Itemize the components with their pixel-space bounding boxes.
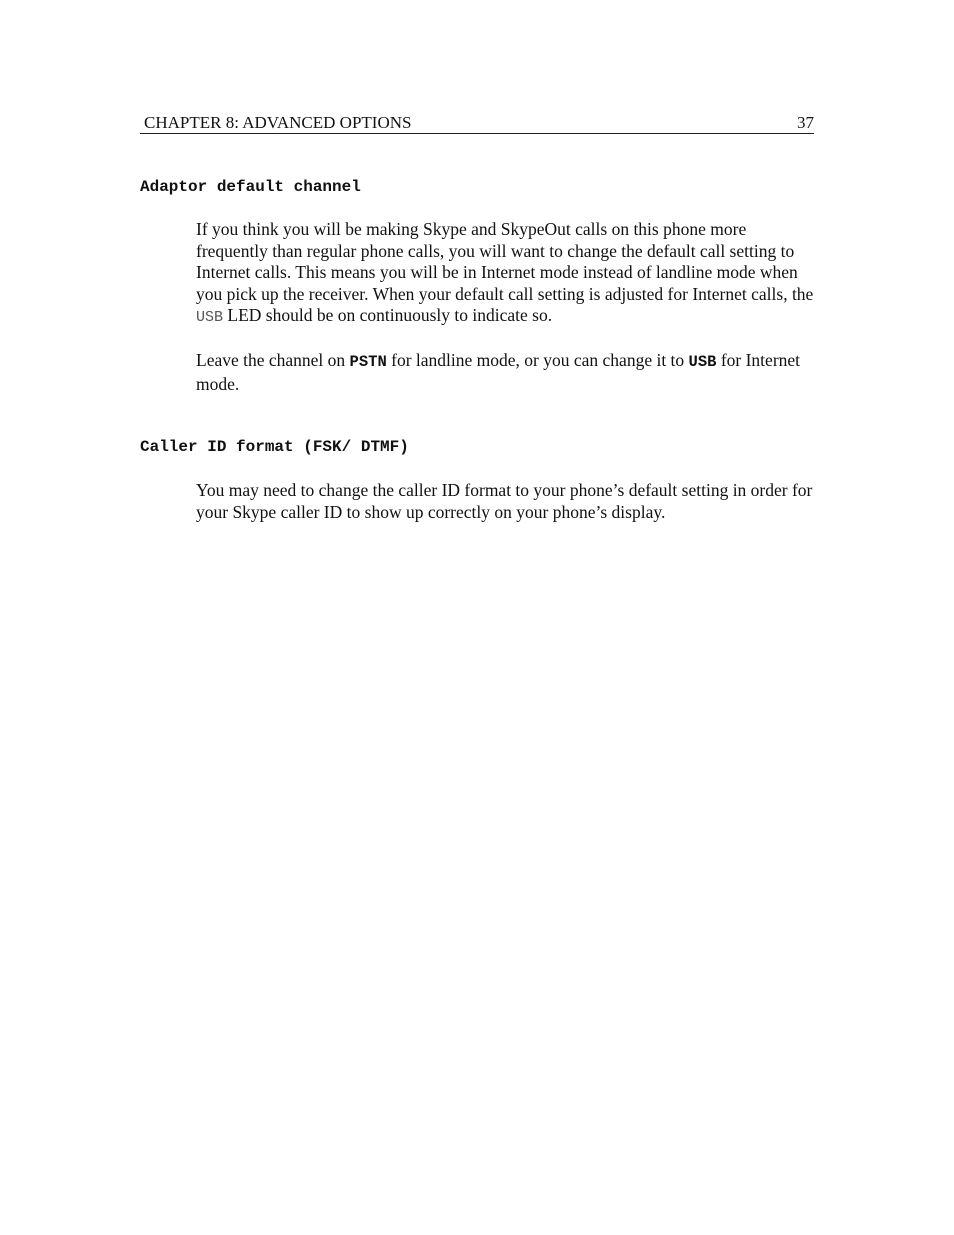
adaptor-channel-paragraph-1 bbox=[196, 219, 816, 329]
paragraph-text: for landline mode, or you can change it to bbox=[386, 350, 689, 370]
chapter-title: CHAPTER 8: ADVANCED OPTIONS bbox=[144, 113, 412, 132]
paragraph-text: LED should be on continuously to indicate so. bbox=[223, 305, 553, 325]
caller-id-paragraph: You may need to change the caller ID format to your phone’s default setting in order for your Skype caller ID to show up correctly on your phone’s display. bbox=[196, 480, 813, 522]
page-number: 37 bbox=[797, 113, 814, 132]
section-heading-caller-id-format: Caller ID format (FSK/ DTMF) bbox=[140, 438, 409, 456]
paragraph-text: for Internet mode. bbox=[196, 350, 801, 394]
section-heading-adaptor-default-channel: Adaptor default channel bbox=[140, 178, 361, 196]
page-header bbox=[140, 113, 814, 134]
pstn-code: PSTN bbox=[349, 353, 387, 371]
adaptor-channel-paragraph-2 bbox=[196, 350, 816, 395]
usb-code: USB bbox=[688, 353, 717, 371]
usb-led-code: USB bbox=[196, 309, 224, 326]
paragraph-text: If you think you will be making Skype and SkypeOut calls on this phone more frequently than regular phone calls, you will want to change the default call setting to Internet calls. This means you will be in Internet mode instead of landline mode when you pick up the receiver. When your default call setting is adjusted for Internet calls, the bbox=[196, 219, 814, 304]
paragraph-text: Leave the channel on bbox=[196, 350, 350, 370]
